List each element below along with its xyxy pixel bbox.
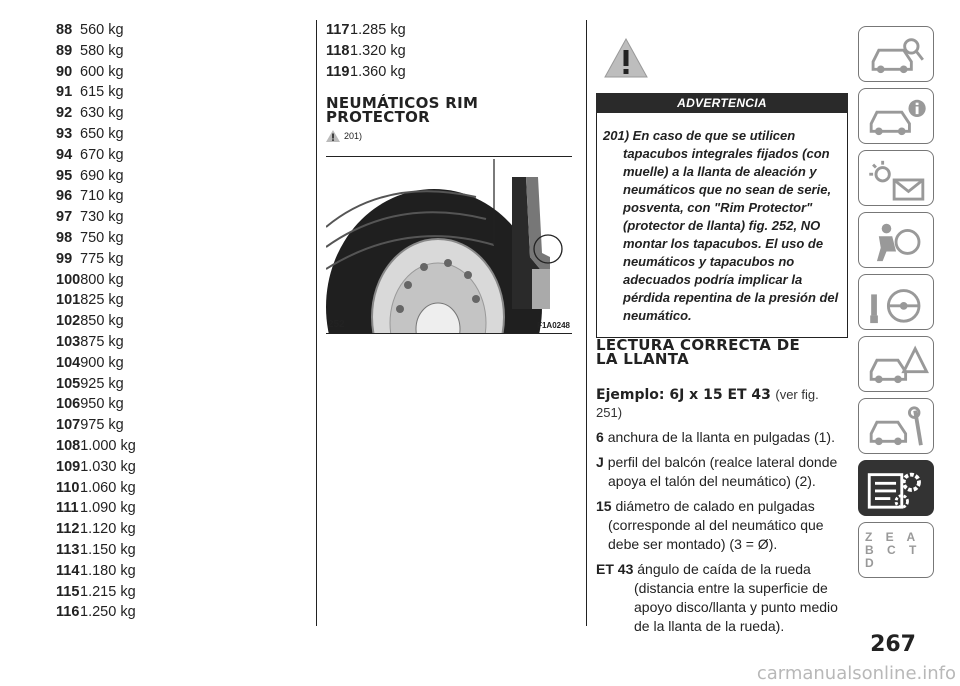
warning-text: En caso de que se utilicen tapacubos integrales fijados (con muelle) a la llanta de aleación y neumáticos que no sean de serie, posventa, con "Rim Protector" (protector de llanta) fig. 252, NO montar los tapacubos. El uso de neumáticos y tapacubos no adecuados podría implicar la pérdida repentina de la presión del neumático. [623,128,839,323]
load-index-value: 1.120 kg [80,521,136,538]
warning-header: ADVERTENCIA [596,93,848,113]
load-index-row [56,311,306,332]
load-index-value: 975 kg [80,417,124,434]
load-index-value: 825 kg [80,292,124,309]
figure-code: F1A0248 [537,321,570,331]
load-index-number: 95 [56,167,73,184]
load-index-value: 750 kg [80,229,124,246]
tire-rim-protector-illustration [326,157,572,333]
load-index-table-col1 [56,20,306,623]
load-index-number: 89 [56,42,73,59]
rim-reading-title [596,338,848,366]
load-index-number: 101 [56,292,81,309]
rim-example-title: Ejemplo: 6J x 15 ET 43 [596,387,771,403]
rim-definition-code: 6 [596,429,604,445]
alphabetical-index-icon: Z E A B C T D [865,530,921,570]
load-index-row [56,41,306,62]
load-index-value: 1.360 kg [350,63,406,80]
load-index-value: 850 kg [80,313,124,330]
load-index-number: 98 [56,229,73,246]
load-index-number: 116 [56,604,80,621]
warning-text-block [603,127,839,325]
load-index-number: 91 [56,84,73,101]
load-index-value: 650 kg [80,125,124,142]
load-index-value: 1.285 kg [350,22,406,38]
warning-triangle-icon [604,38,648,78]
load-index-row [56,540,306,561]
load-index-number: 104 [56,354,81,371]
load-index-row [56,353,306,374]
load-index-row [56,415,306,436]
airbag-safety-icon [865,219,929,263]
chapter-tab-2[interactable] [858,88,934,144]
technical-data-gear-icon [865,467,929,511]
load-index-value: 950 kg [80,396,124,413]
load-index-number: 114 [56,562,80,579]
watermark: carmanualsonline.info [756,663,956,684]
rim-definition-code: 15 [596,498,612,514]
load-index-value: 1.215 kg [80,583,136,600]
rim-definition-desc: anchura de la llanta en pulgadas (1). [607,429,835,445]
warning-triangle-icon [326,130,340,142]
load-index-value: 615 kg [80,84,124,101]
rim-reading-title-line2: LA LLANTA [596,350,690,368]
load-index-value: 630 kg [80,105,124,122]
rim-definition-desc: perfil del balcón (realce lateral donde apoya el talón del neumático) (2). [607,454,838,489]
load-index-row [56,478,306,499]
load-index-value: 925 kg [80,375,124,392]
car-warning-triangle-icon [865,343,929,387]
load-index-number: 113 [56,541,80,558]
chapter-tab-9[interactable] [858,522,934,578]
rim-protector-title-line1: NEUMÁTICOS RIM [326,94,479,113]
warning-box [596,113,848,338]
rim-definition-code: J [596,454,604,470]
load-index-row [56,374,306,395]
rim-protector-title [326,94,576,127]
load-index-number: 88 [56,22,73,38]
load-index-row [326,62,576,83]
column-divider [586,20,587,626]
warning-lights-mail-icon [865,157,929,201]
load-index-row [56,602,306,623]
load-index-value: 710 kg [80,188,124,205]
chapter-tab-6[interactable] [858,336,934,392]
load-index-value: 1.000 kg [80,437,136,454]
rim-definition [596,453,848,491]
load-index-row [56,519,306,540]
load-index-value: 580 kg [80,42,124,59]
load-index-number: 90 [56,63,73,80]
load-index-value: 1.180 kg [80,562,136,579]
load-index-row [56,436,306,457]
load-index-number: 119 [326,63,350,80]
chapter-tab-3[interactable] [858,150,934,206]
car-info-icon [865,95,929,139]
load-index-number: 105 [56,375,81,392]
load-index-number: 106 [56,396,81,413]
load-index-value: 600 kg [80,63,124,80]
load-index-row [56,290,306,311]
rim-reading-title-line1: LECTURA CORRECTA DE [596,336,801,354]
load-index-row [56,145,306,166]
load-index-value: 1.150 kg [80,541,136,558]
figure-number: 252 [328,319,345,331]
load-index-row [56,332,306,353]
steering-wheel-key-icon [865,281,929,325]
rim-definition [596,497,848,554]
load-index-value: 670 kg [80,146,124,163]
load-index-number: 100 [56,271,81,288]
load-index-row [56,498,306,519]
load-index-number: 94 [56,146,73,163]
load-index-row [56,228,306,249]
load-index-number: 108 [56,437,81,454]
load-index-row [56,186,306,207]
load-index-number: 118 [326,42,350,59]
load-index-row [56,62,306,83]
rim-definition-desc: diámetro de calado en pulgadas (corresponde al del neumático que debe ser montado) (3 = Ø). [608,498,824,552]
warning-reference-number: 201) [344,131,363,142]
load-index-number: 103 [56,333,81,350]
column-2 [326,20,576,334]
load-index-row [56,561,306,582]
load-index-value: 900 kg [80,354,124,371]
load-index-row [56,249,306,270]
load-index-row [56,457,306,478]
load-index-number: 112 [56,521,80,538]
rim-definition [596,560,848,636]
load-index-number: 107 [56,417,81,434]
load-index-value: 1.250 kg [80,604,136,621]
load-index-value: 875 kg [80,333,124,350]
chapter-tab-4[interactable] [858,212,934,268]
load-index-row [56,124,306,145]
chapter-tabs-sidebar [858,26,938,584]
load-index-number: 92 [56,105,73,122]
rim-definition [596,428,848,447]
chapter-tab-8[interactable] [858,460,934,516]
load-index-row [326,41,576,62]
load-index-row [56,207,306,228]
rim-definition-desc: ángulo de caída de la rueda (distancia entre la superficie de apoyo disco/llanta y punto medio de la llanta de la rueda). [634,561,838,634]
load-index-number: 117 [326,22,350,38]
car-wrench-icon [865,405,929,449]
load-index-row [56,270,306,291]
load-index-number: 96 [56,188,73,205]
load-index-number: 97 [56,209,73,226]
load-index-number: 109 [56,458,81,475]
rim-example [596,386,848,422]
warning-number: 201) [603,128,630,143]
load-index-row [56,82,306,103]
load-index-number: 111 [56,500,79,517]
chapter-tab-7[interactable] [858,398,934,454]
load-index-row [56,166,306,187]
page-number: 267 [870,632,916,657]
chapter-tab-5[interactable] [858,274,934,330]
car-search-icon [865,33,929,77]
load-index-row [56,394,306,415]
load-index-value: 800 kg [80,271,124,288]
load-index-value: 1.090 kg [80,500,136,517]
load-index-row [56,103,306,124]
chapter-tab-1[interactable] [858,26,934,82]
figure-rim-protector [326,156,572,334]
load-index-value: 775 kg [80,250,124,267]
warning-reference [326,130,576,142]
column-3 [596,20,848,636]
load-index-number: 99 [56,250,73,267]
rim-example-ref: (ver fig. 251) [596,387,819,420]
load-index-value: 690 kg [80,167,124,184]
load-index-number: 110 [56,479,80,496]
load-index-number: 115 [56,583,80,600]
load-index-row [326,20,576,41]
load-index-number: 102 [56,313,81,330]
load-index-number: 93 [56,125,73,142]
load-index-value: 1.030 kg [80,458,136,475]
rim-definitions-list [596,428,848,636]
load-index-value: 1.060 kg [80,479,136,496]
load-index-value: 730 kg [80,209,124,226]
load-index-row [56,582,306,603]
load-index-row [56,20,306,41]
load-index-value: 1.320 kg [350,42,406,59]
column-divider [316,20,317,626]
rim-protector-title-line2: PROTECTOR [326,108,431,127]
rim-definition-code: ET 43 [596,561,634,577]
load-index-table-col2 [326,20,576,82]
load-index-value: 560 kg [80,22,124,38]
